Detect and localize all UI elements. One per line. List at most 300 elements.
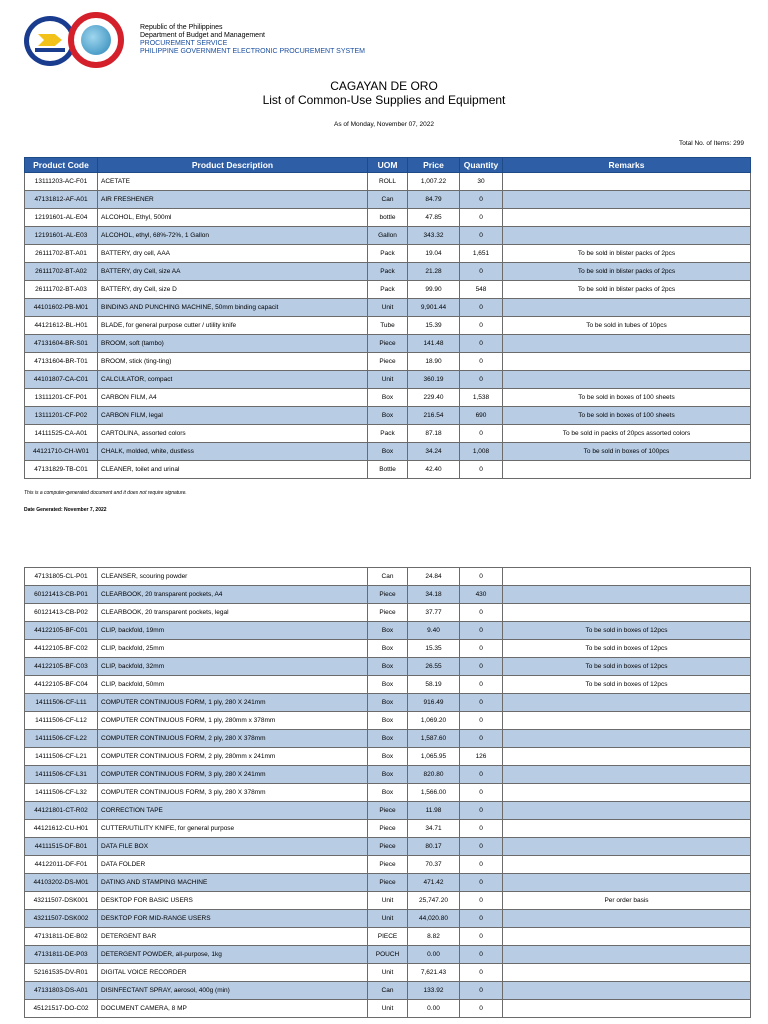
cell-product-description: DATA FOLDER bbox=[98, 856, 368, 874]
table-row bbox=[25, 820, 751, 838]
org-line-service: PROCUREMENT SERVICE bbox=[140, 40, 228, 47]
cell-product-description: CLEARBOOK, 20 transparent pockets, A4 bbox=[98, 586, 368, 604]
table-body-page-1 bbox=[25, 173, 751, 479]
cell-product-code: 47131811-DE-B02 bbox=[25, 928, 98, 946]
cell-quantity: 30 bbox=[460, 173, 503, 191]
cell-product-code: 26111702-BT-A02 bbox=[25, 263, 98, 281]
total-items: Total No. of Items: 299 bbox=[678, 140, 744, 147]
cell-uom: Piece bbox=[368, 353, 408, 371]
cell-product-description: DESKTOP FOR BASIC USERS bbox=[98, 892, 368, 910]
disclaimer-note: This is a computer-generated document and it does not require signature. bbox=[24, 490, 187, 496]
cell-product-code: 47131829-TB-C01 bbox=[25, 461, 98, 479]
cell-price: 99.90 bbox=[408, 281, 460, 299]
table-row bbox=[25, 640, 751, 658]
table-row bbox=[25, 173, 751, 191]
cell-quantity: 1,008 bbox=[460, 443, 503, 461]
cell-uom: Unit bbox=[368, 964, 408, 982]
cell-price: 21.28 bbox=[408, 263, 460, 281]
cell-remarks bbox=[503, 353, 751, 371]
cell-product-description: BATTERY, dry cell, AAA bbox=[98, 245, 368, 263]
table-row bbox=[25, 191, 751, 209]
cell-product-description: DISINFECTANT SPRAY, aerosol, 400g (min) bbox=[98, 982, 368, 1000]
cell-uom: bottle bbox=[368, 209, 408, 227]
org-line-republic: Republic of the Philippines bbox=[140, 24, 223, 31]
cell-uom: Box bbox=[368, 784, 408, 802]
cell-uom: Can bbox=[368, 982, 408, 1000]
column-header-quantity: Quantity bbox=[460, 158, 503, 173]
cell-product-description: ACETATE bbox=[98, 173, 368, 191]
cell-uom: Unit bbox=[368, 299, 408, 317]
cell-product-code: 47131604-BR-S01 bbox=[25, 335, 98, 353]
cell-uom: Pack bbox=[368, 425, 408, 443]
cell-product-code: 60121413-CB-P01 bbox=[25, 586, 98, 604]
cell-quantity: 0 bbox=[460, 784, 503, 802]
cell-uom: Pack bbox=[368, 245, 408, 263]
cell-remarks bbox=[503, 766, 751, 784]
cell-quantity: 0 bbox=[460, 191, 503, 209]
cell-price: 37.77 bbox=[408, 604, 460, 622]
cell-remarks bbox=[503, 910, 751, 928]
cell-price: 70.37 bbox=[408, 856, 460, 874]
cell-price: 24.84 bbox=[408, 568, 460, 586]
cell-remarks bbox=[503, 802, 751, 820]
cell-product-code: 43211507-DSK002 bbox=[25, 910, 98, 928]
cell-product-code: 47131805-CL-P01 bbox=[25, 568, 98, 586]
table-row bbox=[25, 658, 751, 676]
cell-product-code: 43211507-DSK001 bbox=[25, 892, 98, 910]
cell-product-description: CLEARBOOK, 20 transparent pockets, legal bbox=[98, 604, 368, 622]
cell-remarks: To be sold in boxes of 12pcs bbox=[503, 676, 751, 694]
cell-quantity: 0 bbox=[460, 335, 503, 353]
cell-uom: Piece bbox=[368, 838, 408, 856]
cell-remarks bbox=[503, 299, 751, 317]
cell-remarks: To be sold in tubes of 10pcs bbox=[503, 317, 751, 335]
cell-remarks: To be sold in blister packs of 2pcs bbox=[503, 281, 751, 299]
cell-product-description: DATA FILE BOX bbox=[98, 838, 368, 856]
cell-quantity: 0 bbox=[460, 802, 503, 820]
cell-remarks bbox=[503, 982, 751, 1000]
org-name-block bbox=[140, 24, 365, 56]
cell-product-code: 14111506-CF-L12 bbox=[25, 712, 98, 730]
cell-price: 1,065.95 bbox=[408, 748, 460, 766]
cell-uom: Unit bbox=[368, 1000, 408, 1018]
table-row bbox=[25, 676, 751, 694]
column-header-product-description: Product Description bbox=[98, 158, 368, 173]
cell-price: 26.55 bbox=[408, 658, 460, 676]
cell-remarks: To be sold in blister packs of 2pcs bbox=[503, 263, 751, 281]
cell-remarks bbox=[503, 946, 751, 964]
cell-price: 0.00 bbox=[408, 946, 460, 964]
cell-quantity: 0 bbox=[460, 856, 503, 874]
cell-price: 0.00 bbox=[408, 1000, 460, 1018]
cell-product-description: ALCOHOL, ethyl, 68%-72%, 1 Gallon bbox=[98, 227, 368, 245]
cell-remarks bbox=[503, 784, 751, 802]
cell-price: 141.48 bbox=[408, 335, 460, 353]
cell-product-description: BATTERY, dry Cell, size AA bbox=[98, 263, 368, 281]
cell-product-description: COMPUTER CONTINUOUS FORM, 1 ply, 280mm x 378mm bbox=[98, 712, 368, 730]
cell-price: 84.79 bbox=[408, 191, 460, 209]
cell-remarks bbox=[503, 694, 751, 712]
cell-product-description: BROOM, stick (ting-ting) bbox=[98, 353, 368, 371]
cell-product-code: 44111515-DF-B01 bbox=[25, 838, 98, 856]
document-title bbox=[0, 79, 768, 108]
agency-logos bbox=[24, 12, 116, 68]
cell-product-code: 26111702-BT-A01 bbox=[25, 245, 98, 263]
table-row bbox=[25, 694, 751, 712]
cell-remarks bbox=[503, 928, 751, 946]
cell-remarks bbox=[503, 604, 751, 622]
cell-remarks bbox=[503, 209, 751, 227]
table-row bbox=[25, 964, 751, 982]
cell-remarks bbox=[503, 874, 751, 892]
cell-product-code: 14111506-CF-L31 bbox=[25, 766, 98, 784]
cell-quantity: 0 bbox=[460, 227, 503, 245]
cell-price: 18.90 bbox=[408, 353, 460, 371]
cell-price: 216.54 bbox=[408, 407, 460, 425]
cell-remarks bbox=[503, 964, 751, 982]
cell-uom: Tube bbox=[368, 317, 408, 335]
table-row bbox=[25, 299, 751, 317]
table-row bbox=[25, 586, 751, 604]
cell-uom: Box bbox=[368, 622, 408, 640]
cell-quantity: 0 bbox=[460, 425, 503, 443]
cell-price: 34.71 bbox=[408, 820, 460, 838]
cell-price: 15.39 bbox=[408, 317, 460, 335]
table-row bbox=[25, 227, 751, 245]
table-row bbox=[25, 461, 751, 479]
cell-price: 19.04 bbox=[408, 245, 460, 263]
cell-price: 87.18 bbox=[408, 425, 460, 443]
cell-remarks bbox=[503, 856, 751, 874]
cell-product-description: BINDING AND PUNCHING MACHINE, 50mm binding capacit bbox=[98, 299, 368, 317]
cell-product-code: 44121612-CU-H01 bbox=[25, 820, 98, 838]
cell-uom: Can bbox=[368, 191, 408, 209]
cell-product-description: BROOM, soft (tambo) bbox=[98, 335, 368, 353]
cell-remarks bbox=[503, 586, 751, 604]
supplies-table-page-1 bbox=[24, 157, 751, 479]
cell-remarks bbox=[503, 838, 751, 856]
cell-quantity: 0 bbox=[460, 676, 503, 694]
cell-quantity: 126 bbox=[460, 748, 503, 766]
cell-remarks: To be sold in boxes of 12pcs bbox=[503, 658, 751, 676]
column-header-price: Price bbox=[408, 158, 460, 173]
cell-price: 80.17 bbox=[408, 838, 460, 856]
table-row bbox=[25, 748, 751, 766]
cell-remarks: Per order basis bbox=[503, 892, 751, 910]
cell-uom: Bottle bbox=[368, 461, 408, 479]
cell-product-code: 45121517-DO-C02 bbox=[25, 1000, 98, 1018]
cell-price: 9,901.44 bbox=[408, 299, 460, 317]
as-of-date: As of Monday, November 07, 2022 bbox=[334, 121, 434, 128]
cell-product-description: CLIP, backfold, 50mm bbox=[98, 676, 368, 694]
cell-quantity: 0 bbox=[460, 820, 503, 838]
cell-product-code: 52161535-DV-R01 bbox=[25, 964, 98, 982]
cell-quantity: 0 bbox=[460, 353, 503, 371]
cell-price: 47.85 bbox=[408, 209, 460, 227]
cell-remarks bbox=[503, 191, 751, 209]
cell-product-code: 12191601-AL-E04 bbox=[25, 209, 98, 227]
cell-uom: Piece bbox=[368, 874, 408, 892]
cell-product-code: 44122011-DF-F01 bbox=[25, 856, 98, 874]
cell-quantity: 0 bbox=[460, 658, 503, 676]
cell-price: 343.32 bbox=[408, 227, 460, 245]
cell-uom: Pack bbox=[368, 281, 408, 299]
cell-product-description: CARTOLINA, assorted colors bbox=[98, 425, 368, 443]
cell-quantity: 0 bbox=[460, 712, 503, 730]
letterhead bbox=[24, 12, 365, 68]
cell-uom: Piece bbox=[368, 604, 408, 622]
cell-uom: Unit bbox=[368, 892, 408, 910]
cell-remarks bbox=[503, 568, 751, 586]
cell-quantity: 0 bbox=[460, 461, 503, 479]
cell-uom: Box bbox=[368, 389, 408, 407]
table-row bbox=[25, 317, 751, 335]
cell-uom: Box bbox=[368, 676, 408, 694]
cell-uom: Pack bbox=[368, 263, 408, 281]
cell-uom: Can bbox=[368, 568, 408, 586]
cell-product-description: CHALK, molded, white, dustless bbox=[98, 443, 368, 461]
cell-product-code: 14111506-CF-L22 bbox=[25, 730, 98, 748]
table-row bbox=[25, 245, 751, 263]
cell-product-description: CALCULATOR, compact bbox=[98, 371, 368, 389]
cell-product-description: CLIP, backfold, 25mm bbox=[98, 640, 368, 658]
cell-product-code: 44122105-BF-C04 bbox=[25, 676, 98, 694]
table-row bbox=[25, 604, 751, 622]
cell-price: 360.19 bbox=[408, 371, 460, 389]
table-row bbox=[25, 371, 751, 389]
cell-quantity: 690 bbox=[460, 407, 503, 425]
cell-quantity: 0 bbox=[460, 928, 503, 946]
cell-price: 58.19 bbox=[408, 676, 460, 694]
cell-quantity: 0 bbox=[460, 604, 503, 622]
table-row bbox=[25, 209, 751, 227]
table-header-row bbox=[25, 158, 751, 173]
table-row bbox=[25, 263, 751, 281]
cell-product-code: 14111506-CF-L21 bbox=[25, 748, 98, 766]
cell-price: 34.18 bbox=[408, 586, 460, 604]
cell-price: 133.92 bbox=[408, 982, 460, 1000]
column-header-remarks: Remarks bbox=[503, 158, 751, 173]
cell-product-description: CLIP, backfold, 32mm bbox=[98, 658, 368, 676]
table-row bbox=[25, 910, 751, 928]
cell-price: 916.49 bbox=[408, 694, 460, 712]
table-row bbox=[25, 407, 751, 425]
cell-uom: Box bbox=[368, 443, 408, 461]
cell-product-description: AIR FRESHENER bbox=[98, 191, 368, 209]
cell-price: 229.40 bbox=[408, 389, 460, 407]
cell-remarks bbox=[503, 748, 751, 766]
cell-price: 1,007.22 bbox=[408, 173, 460, 191]
cell-remarks bbox=[503, 1000, 751, 1018]
table-row bbox=[25, 928, 751, 946]
cell-quantity: 548 bbox=[460, 281, 503, 299]
cell-quantity: 0 bbox=[460, 371, 503, 389]
cell-quantity: 0 bbox=[460, 263, 503, 281]
cell-uom: Piece bbox=[368, 586, 408, 604]
cell-uom: Gallon bbox=[368, 227, 408, 245]
cell-remarks bbox=[503, 371, 751, 389]
cell-product-description: CUTTER/UTILITY KNIFE, for general purpose bbox=[98, 820, 368, 838]
cell-remarks: To be sold in boxes of 100pcs bbox=[503, 443, 751, 461]
cell-product-description: COMPUTER CONTINUOUS FORM, 3 ply, 280 X 241mm bbox=[98, 766, 368, 784]
cell-remarks bbox=[503, 712, 751, 730]
cell-product-code: 44122105-BF-C01 bbox=[25, 622, 98, 640]
cell-uom: PIECE bbox=[368, 928, 408, 946]
cell-price: 1,587.60 bbox=[408, 730, 460, 748]
cell-product-description: DESKTOP FOR MID-RANGE USERS bbox=[98, 910, 368, 928]
cell-product-code: 47131812-AF-A01 bbox=[25, 191, 98, 209]
supplies-table-page-2 bbox=[24, 567, 751, 1018]
cell-product-code: 44121710-CH-W01 bbox=[25, 443, 98, 461]
cell-uom: POUCH bbox=[368, 946, 408, 964]
cell-remarks: To be sold in boxes of 12pcs bbox=[503, 640, 751, 658]
cell-product-description: CLEANSER, scouring powder bbox=[98, 568, 368, 586]
cell-product-description: DATING AND STAMPING MACHINE bbox=[98, 874, 368, 892]
cell-uom: Box bbox=[368, 766, 408, 784]
cell-product-description: DETERGENT BAR bbox=[98, 928, 368, 946]
cell-product-description: ALCOHOL, Ethyl, 500ml bbox=[98, 209, 368, 227]
cell-remarks: To be sold in packs of 20pcs assorted colors bbox=[503, 425, 751, 443]
cell-product-code: 12191601-AL-E03 bbox=[25, 227, 98, 245]
column-header-product-code: Product Code bbox=[25, 158, 98, 173]
cell-uom: Box bbox=[368, 658, 408, 676]
cell-product-description: DOCUMENT CAMERA, 8 MP bbox=[98, 1000, 368, 1018]
cell-product-code: 44101807-CA-C01 bbox=[25, 371, 98, 389]
cell-uom: Box bbox=[368, 712, 408, 730]
cell-uom: Box bbox=[368, 694, 408, 712]
cell-quantity: 0 bbox=[460, 874, 503, 892]
cell-product-code: 60121413-CB-P02 bbox=[25, 604, 98, 622]
title-city: CAGAYAN DE ORO bbox=[330, 79, 438, 93]
cell-quantity: 0 bbox=[460, 838, 503, 856]
table-row bbox=[25, 802, 751, 820]
cell-quantity: 0 bbox=[460, 946, 503, 964]
cell-product-code: 13111201-CF-P02 bbox=[25, 407, 98, 425]
cell-product-code: 44121612-BL-H01 bbox=[25, 317, 98, 335]
org-line-system: PHILIPPINE GOVERNMENT ELECTRONIC PROCUREMENT SYSTEM bbox=[140, 48, 365, 55]
date-generated: Date Generated: November 7, 2022 bbox=[24, 507, 107, 513]
cell-price: 25,747.20 bbox=[408, 892, 460, 910]
cell-uom: Piece bbox=[368, 856, 408, 874]
cell-remarks: To be sold in blister packs of 2pcs bbox=[503, 245, 751, 263]
cell-uom: Piece bbox=[368, 820, 408, 838]
cell-quantity: 0 bbox=[460, 910, 503, 928]
cell-quantity: 430 bbox=[460, 586, 503, 604]
cell-product-description: COMPUTER CONTINUOUS FORM, 3 ply, 280 X 378mm bbox=[98, 784, 368, 802]
table-row bbox=[25, 568, 751, 586]
cell-uom: Box bbox=[368, 407, 408, 425]
cell-product-code: 44122105-BF-C03 bbox=[25, 658, 98, 676]
table-row bbox=[25, 892, 751, 910]
cell-product-description: CARBON FILM, legal bbox=[98, 407, 368, 425]
table-row bbox=[25, 281, 751, 299]
cell-product-description: CARBON FILM, A4 bbox=[98, 389, 368, 407]
table-row bbox=[25, 766, 751, 784]
table-row bbox=[25, 622, 751, 640]
cell-quantity: 0 bbox=[460, 964, 503, 982]
cell-product-code: 44121801-CT-R02 bbox=[25, 802, 98, 820]
table-row bbox=[25, 389, 751, 407]
cell-product-description: CLEANER, toilet and urinal bbox=[98, 461, 368, 479]
cell-remarks: To be sold in boxes of 100 sheets bbox=[503, 389, 751, 407]
cell-price: 8.82 bbox=[408, 928, 460, 946]
cell-price: 820.80 bbox=[408, 766, 460, 784]
cell-quantity: 0 bbox=[460, 766, 503, 784]
cell-price: 7,621.43 bbox=[408, 964, 460, 982]
table-row bbox=[25, 712, 751, 730]
cell-uom: Box bbox=[368, 748, 408, 766]
cell-uom: Piece bbox=[368, 802, 408, 820]
table-row bbox=[25, 425, 751, 443]
cell-remarks bbox=[503, 335, 751, 353]
cell-remarks bbox=[503, 227, 751, 245]
table-row bbox=[25, 443, 751, 461]
table-row bbox=[25, 856, 751, 874]
cell-product-code: 13111201-CF-P01 bbox=[25, 389, 98, 407]
table-row bbox=[25, 946, 751, 964]
cell-uom: Box bbox=[368, 640, 408, 658]
cell-product-description: BATTERY, dry Cell, size D bbox=[98, 281, 368, 299]
cell-product-description: COMPUTER CONTINUOUS FORM, 1 ply, 280 X 241mm bbox=[98, 694, 368, 712]
cell-quantity: 0 bbox=[460, 730, 503, 748]
cell-quantity: 1,651 bbox=[460, 245, 503, 263]
cell-price: 42.40 bbox=[408, 461, 460, 479]
cell-price: 11.98 bbox=[408, 802, 460, 820]
cell-uom: Unit bbox=[368, 910, 408, 928]
cell-remarks: To be sold in boxes of 100 sheets bbox=[503, 407, 751, 425]
cell-product-description: DIGITAL VOICE RECORDER bbox=[98, 964, 368, 982]
cell-product-code: 14111506-CF-L11 bbox=[25, 694, 98, 712]
table-row bbox=[25, 838, 751, 856]
cell-remarks bbox=[503, 820, 751, 838]
cell-price: 44,020.80 bbox=[408, 910, 460, 928]
cell-remarks bbox=[503, 173, 751, 191]
cell-product-code: 14111506-CF-L32 bbox=[25, 784, 98, 802]
cell-quantity: 0 bbox=[460, 1000, 503, 1018]
cell-quantity: 0 bbox=[460, 640, 503, 658]
cell-product-code: 47131803-DS-A01 bbox=[25, 982, 98, 1000]
org-line-dbm: Department of Budget and Management bbox=[140, 32, 265, 39]
table-row bbox=[25, 982, 751, 1000]
cell-uom: Piece bbox=[368, 335, 408, 353]
cell-product-code: 47131604-BR-T01 bbox=[25, 353, 98, 371]
cell-product-code: 14111525-CA-A01 bbox=[25, 425, 98, 443]
column-header-uom: UOM bbox=[368, 158, 408, 173]
cell-quantity: 0 bbox=[460, 209, 503, 227]
cell-remarks: To be sold in boxes of 12pcs bbox=[503, 622, 751, 640]
cell-quantity: 0 bbox=[460, 299, 503, 317]
table-row bbox=[25, 730, 751, 748]
table-body-page-2 bbox=[25, 568, 751, 1018]
cell-product-description: DETERGENT POWDER, all-purpose, 1kg bbox=[98, 946, 368, 964]
cell-quantity: 0 bbox=[460, 982, 503, 1000]
cell-price: 1,566.00 bbox=[408, 784, 460, 802]
cell-price: 34.24 bbox=[408, 443, 460, 461]
cell-price: 15.35 bbox=[408, 640, 460, 658]
cell-remarks bbox=[503, 461, 751, 479]
cell-product-description: COMPUTER CONTINUOUS FORM, 2 ply, 280mm x 241mm bbox=[98, 748, 368, 766]
cell-product-description: COMPUTER CONTINUOUS FORM, 2 ply, 280 X 378mm bbox=[98, 730, 368, 748]
table-row bbox=[25, 1000, 751, 1018]
cell-product-description: BLADE, for general purpose cutter / utility knife bbox=[98, 317, 368, 335]
cell-price: 9.40 bbox=[408, 622, 460, 640]
table-row bbox=[25, 335, 751, 353]
cell-price: 1,069.20 bbox=[408, 712, 460, 730]
table-row bbox=[25, 784, 751, 802]
title-list: List of Common-Use Supplies and Equipment bbox=[262, 93, 506, 107]
cell-price: 471.42 bbox=[408, 874, 460, 892]
cell-quantity: 0 bbox=[460, 568, 503, 586]
